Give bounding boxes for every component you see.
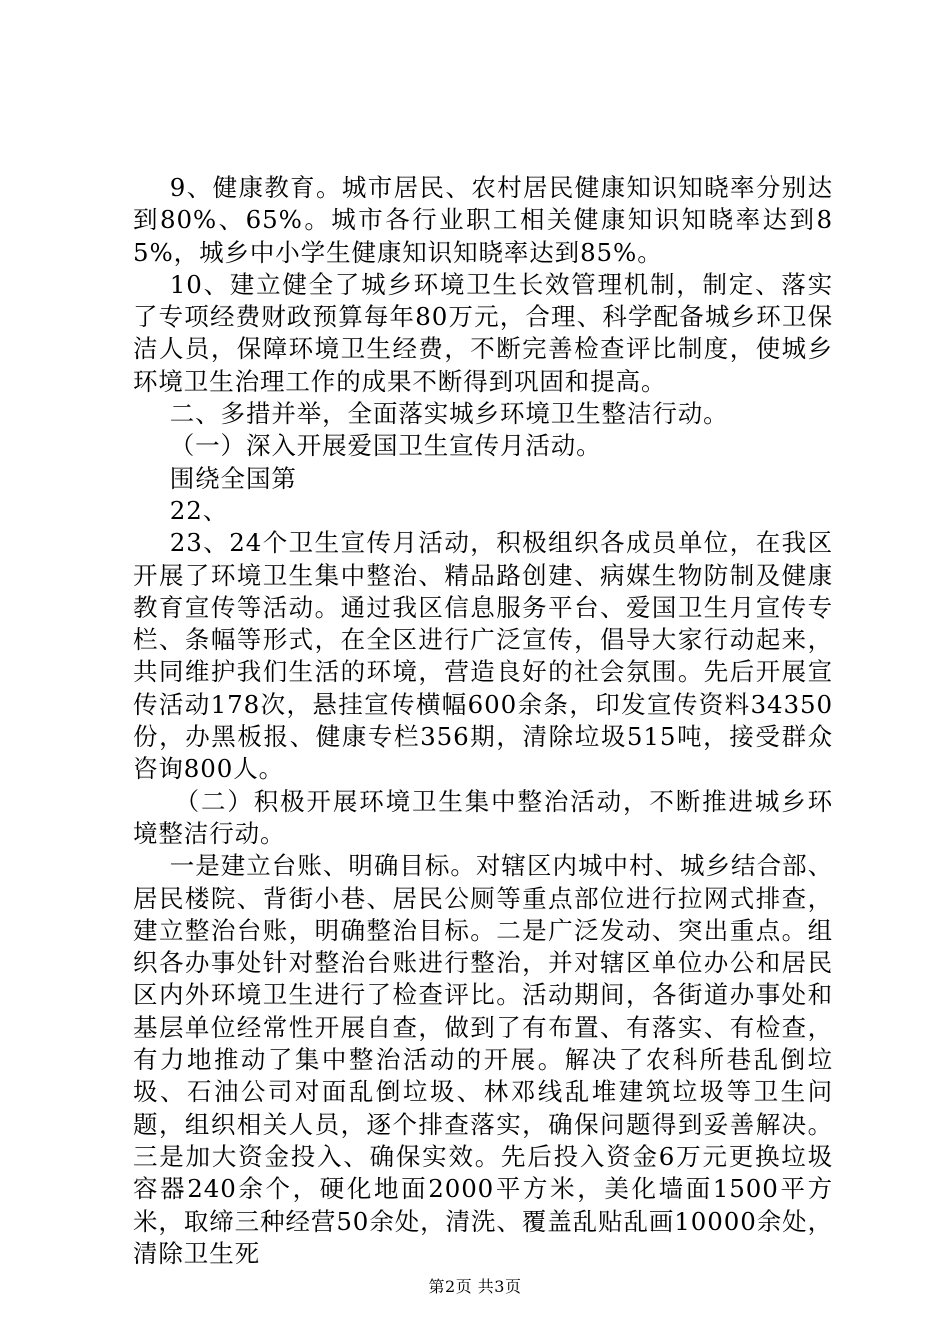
section-heading-2: 二、多措并举，全面落实城乡环境卫生整洁行动。 (169, 399, 729, 429)
paragraph-health-education: 9、健康教育。城市居民、农村居民健康知识知晓率分别达到80%、65%。城市各行业职工相关健康知识知晓率达到85%，城乡中小学生健康知识知晓率达到85%。 (133, 173, 833, 267)
paragraph-fragment-1: 围绕全国第 (169, 463, 297, 493)
subsection-heading-1: （一）深入开展爱国卫生宣传月活动。 (169, 431, 602, 461)
subsection-heading-2: （二）积极开展环境卫生集中整治活动，不断推进城乡环境整洁行动。 (133, 786, 833, 848)
page-footer: 第2页 共3页 (428, 1277, 522, 1296)
document-body (133, 172, 833, 1270)
paragraph-rectification: 一是建立台账、明确目标。对辖区内城中村、城乡结合部、居民楼院、背街小巷、居民公厕等重点部位进行拉网式排查，建立整治台账，明确整治目标。二是广泛发动、突出重点。组织各办事处针对整治台账进行整治，并对辖区单位办公和居民区内外环境卫生进行了检查评比。活动期间，各街道办事处和基层单位经常性开展自查，做到了有布置、有落实、有检查，有力地推动了集中整治活动的开展。解决了农科所巷乱倒垃圾、石油公司对面乱倒垃圾、林邓线乱堆建筑垃圾等卫生问题，组织相关人员，逐个排查落实，确保问题得到妥善解决。三是加大资金投入、确保实效。先后投入资金6万元更换垃圾容器240余个，硬化地面2000平方米，美化墙面1500平方米，取缔三种经营50余处，清洗、覆盖乱贴乱画10000余处，清除卫生死 (133, 851, 833, 1268)
paragraph-publicity-month: 23、24个卫生宣传月活动，积极组织各成员单位，在我区开展了环境卫生集中整治、精品路创建、病媒生物防制及健康教育宣传等活动。通过我区信息服务平台、爱国卫生月宣传专栏、条幅等形式，在全区进行广泛宣传，倡导大家行动起来，共同维护我们生活的环境，营造良好的社会氛围。先后开展宣传活动178次，悬挂宣传横幅600余条，印发宣传资料34350份，办黑板报、健康专栏356期，清除垃圾515吨，接受群众咨询800人。 (133, 528, 833, 784)
paragraph-fragment-2: 22、 (169, 495, 229, 525)
paragraph-management-mechanism: 10、建立健全了城乡环境卫生长效管理机制，制定、落实了专项经费财政预算每年80万元，合理、科学配备城乡环卫保洁人员，保障环境卫生经费，不断完善检查评比制度，使城乡环境卫生治理工作的成果不断得到巩固和提高。 (133, 269, 833, 396)
